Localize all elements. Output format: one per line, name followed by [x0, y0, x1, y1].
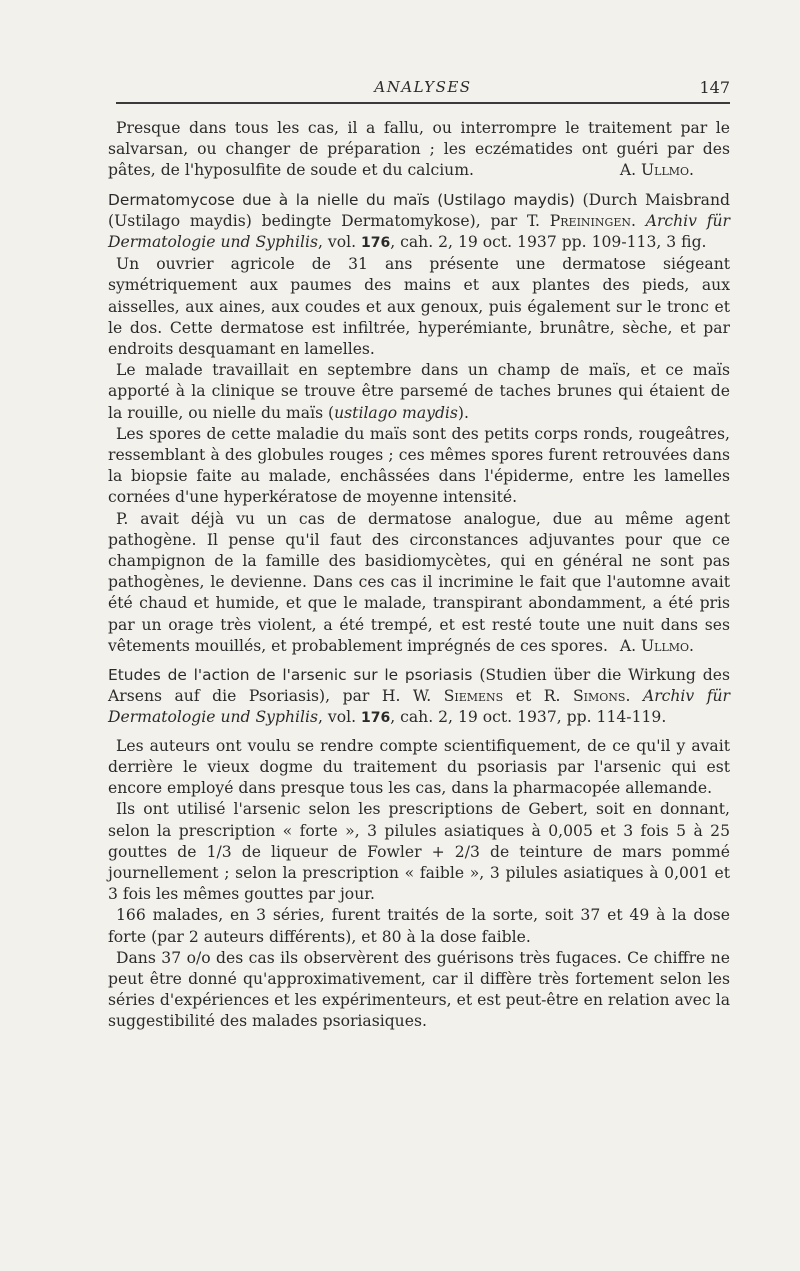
paragraph: [108, 360, 730, 424]
paragraph-text: Presque dans tous les cas, il a fallu, ou interrompre le traitement par le salvarsan, ou changer de préparation ; les eczématides ont guéri par des pâtes, de l'hyposulfite de soude et du calcium.: [108, 119, 730, 180]
page-number: 147: [699, 78, 730, 97]
paragraph-text: Dans 37 o/o des cas ils observèrent des guérisons très fugaces. Ce chiffre ne peut être donné qu'approximativement, car il diffère très fortement selon les séries d'expériences et les expérimenteurs, et est peut-être en relation avec la suggestibilité des malades psoriasiques.: [108, 948, 730, 1031]
signature: A. Ullmo.: [619, 161, 694, 180]
bibliography-text: (Durch Maisbrand (Ustilago maydis) bedingte Dermatomykose), par T.: [108, 190, 730, 230]
article-header: [108, 190, 730, 255]
author-name: Simons: [572, 687, 626, 706]
bibliography-text: , cah. 2, 19 oct. 1937 pp. 109-113, 3 fig.: [390, 233, 707, 252]
author-name: Siemens: [443, 687, 504, 706]
page-header: [116, 78, 730, 104]
volume-number: 176: [360, 235, 391, 252]
paragraph: [108, 736, 730, 800]
bibliography-text: et R.: [503, 687, 573, 706]
paragraph-text: P. avait déjà vu un cas de dermatose analogue, due au même agent pathogène. Il pense qu'il faut des circonstances adjuvantes pour que ce champignon de la famille des basidiomycètes, qui en général ne sont pas pathogènes, le devienne. Dans ces cas il incrimine le fait que l'automne avait été chaud et humide, et que le malade, transpirant abondamment, a été pris par un orage très violent, a été trempé, et est resté toute une nuit dans ses vêtements mouillés, et probablement imprégnés de ces spores.: [108, 509, 730, 655]
paragraph-text: Les auteurs ont voulu se rendre compte scientifiquement, de ce qu'il y avait derrière le vieux dogme du traitement du psoriasis par l'arsenic qui est encore employé dans presque tous les cas, dans la pharmacopée allemande.: [108, 736, 730, 798]
paragraph-text: Les spores de cette maladie du maïs sont des petits corps ronds, rougeâtres, ressemblant à des globules rouges ; ces mêmes spores furent retrouvées dans la biopsie faite au malade, enchâssées dans l'épiderme, entre les lamelles cornées d'une hyperkératose de moyenne intensité.: [108, 424, 730, 507]
paragraph: [108, 254, 730, 360]
signature: A. Ullmo.: [619, 636, 694, 655]
bibliography-text: , vol.: [317, 708, 361, 727]
paragraph-text: 166 malades, en 3 séries, furent traités de la sorte, soit 37 et 49 à la dose forte (par 2 auteurs différents), et 80 à la dose faible.: [108, 906, 730, 946]
article-title: Etudes de l'action de l'arsenic sur le psoriasis: [108, 666, 473, 685]
journal-name: Archiv für Dermatologie und Syphilis: [108, 687, 731, 727]
paragraph-text: ).: [457, 403, 469, 422]
paragraph: [108, 509, 730, 657]
journal-name: Archiv für Dermatologie und Syphilis: [108, 211, 731, 252]
running-title: ANALYSES: [374, 78, 472, 96]
bibliography-text: , cah. 2, 19 oct. 1937, pp. 114-119.: [390, 708, 667, 727]
bibliography-text: (Studien über die Wirkung des Arsens auf die Psoriasis), par H. W.: [108, 666, 730, 706]
article-header: [108, 665, 730, 730]
paragraph: [108, 905, 730, 947]
paragraph-text: Un ouvrier agricole de 31 ans présente une dermatose siégeant symétriquement aux paumes des mains et aux plantes des pieds, aux aisselles, aux aines, aux coudes et aux genoux, puis également sur le tronc et le dos. Cette dermatose est infiltrée, hyperémiante, brunâtre, sèche, et par endroits desquamant en lamelles.: [108, 255, 730, 359]
paragraph: [108, 118, 730, 182]
author-name: Preiningen: [549, 211, 631, 230]
paragraph: [108, 424, 730, 509]
paragraph-text: Ils ont utilisé l'arsenic selon les prescriptions de Gebert, soit en donnant, selon la prescription « forte », 3 pilules asiatiques à 0,005 et 3 fois 5 à 25 gouttes de 1/3 de liqueur de Fowler + 2/3 de teinture de mars pommé journellement ; selon la prescription « faible », 3 pilules asiatiques à 0,001 et 3 fois les mêmes gouttes par jour.: [108, 800, 730, 904]
bibliography-text: , vol.: [317, 233, 361, 252]
volume-number: 176: [360, 710, 391, 727]
article-title: Dermatomycose due à la nielle du maïs (Ustilago maydis): [108, 190, 575, 209]
species-name: ustilago maydis: [334, 403, 458, 422]
paragraph-text: Le malade travaillait en septembre dans un champ de maïs, et ce maïs apporté à la clinique se trouve être parsemé de taches brunes qui étaient de la rouille, ou nielle du maïs (: [108, 361, 730, 422]
paragraph: [108, 799, 730, 905]
bibliography-text: .: [625, 687, 643, 706]
bibliography-text: .: [630, 211, 646, 230]
paragraph: [108, 948, 730, 1033]
